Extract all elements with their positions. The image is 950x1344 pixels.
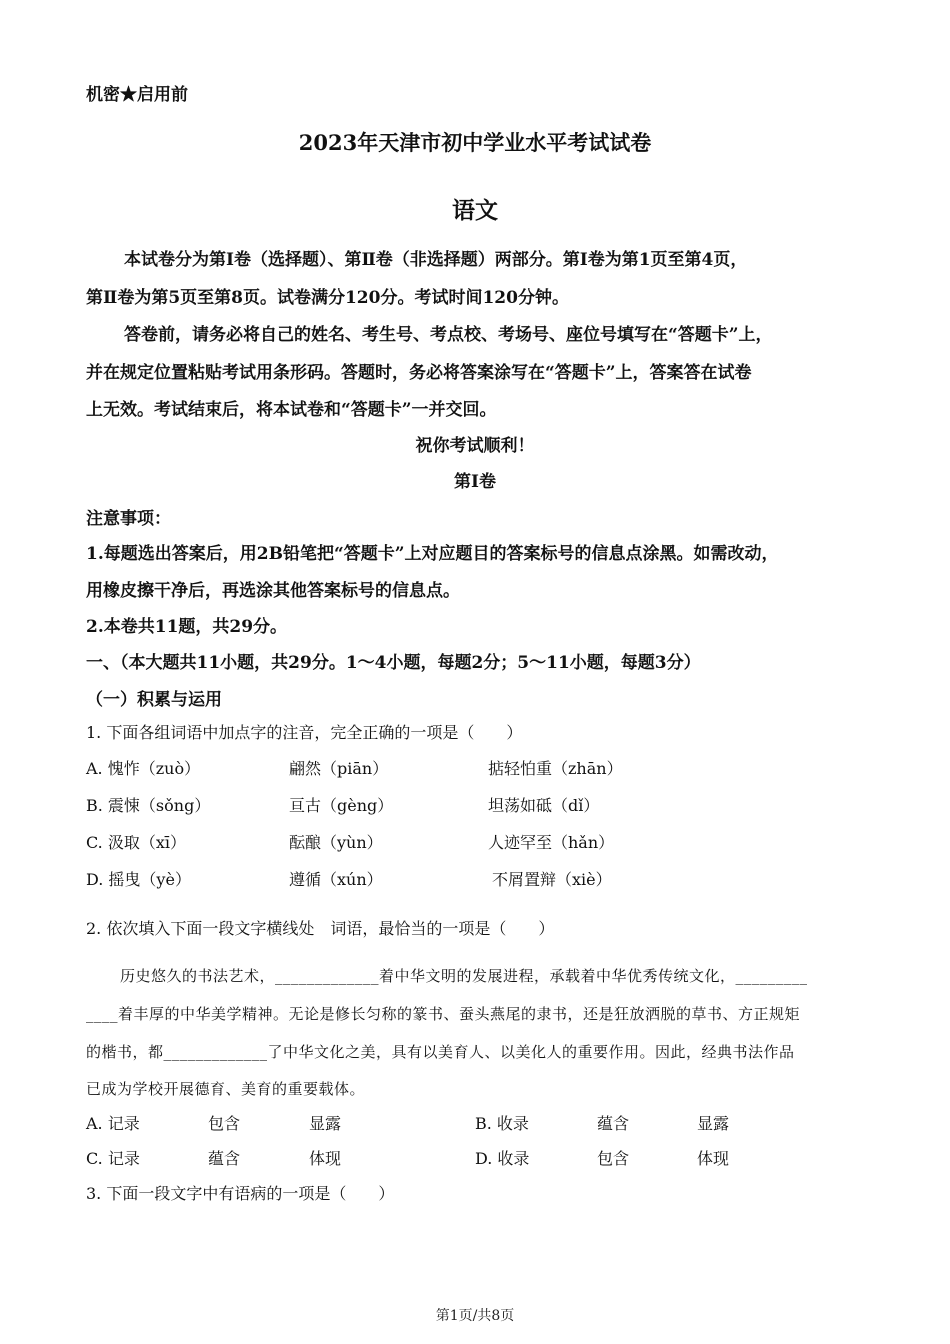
notes-heading: 注意事项： xyxy=(86,509,171,529)
subject-title: 语文 xyxy=(452,197,498,224)
q1-option-d-3: 不屑置辩（xiè） xyxy=(492,870,612,889)
passage-line: ____着丰厚的中华美学精神。无论是修长匀称的篆书、蚕头燕尾的隶书，还是狂放洒脱的草书、方正规矩 xyxy=(86,1005,801,1023)
q2-option-a-word2: 包含 xyxy=(208,1114,241,1133)
passage-line: 历史悠久的书法艺术，_____________着中华文明的发展进程，承载着中华优秀传统文化，_________ xyxy=(120,967,808,985)
question-stem: 1. 下面各组词语中加点字的注音，完全正确的一项是（ ） xyxy=(86,723,523,742)
q1-option-a-2: 翩然（piān） xyxy=(289,759,389,778)
q2-option-d-word2: 包含 xyxy=(597,1149,630,1168)
intro-line: 第Ⅱ卷为第5页至第8页。试卷满分120分。考试时间120分钟。 xyxy=(86,288,569,308)
passage-line: 的楷书，都_____________了中华文化之美，具有以美育人、以美化人的重要作用。因此，经典书法作品 xyxy=(86,1043,795,1061)
q2-option-c-label: C. 记录 xyxy=(86,1149,140,1168)
subsection-heading: （一）积累与运用 xyxy=(86,690,222,710)
q1-option-d-2: 遵循（xún） xyxy=(289,870,383,889)
note-line: 2.本卷共11题，共29分。 xyxy=(86,617,288,637)
question-stem: 3. 下面一段文字中有语病的一项是（ ） xyxy=(86,1184,395,1203)
q2-option-b-word3: 显露 xyxy=(697,1114,730,1133)
q2-option-b-label: B. 收录 xyxy=(475,1114,529,1133)
q2-option-c-word3: 体现 xyxy=(309,1149,342,1168)
page-footer: 第1页/共8页 xyxy=(435,1308,515,1324)
exam-title: 2023年天津市初中学业水平考试试卷 xyxy=(298,130,652,155)
section-heading: 一、（本大题共11小题，共29分。1～4小题，每题2分；5～11小题，每题3分） xyxy=(86,653,701,673)
q2-option-b-word2: 蕴含 xyxy=(597,1114,630,1133)
q1-option-c-1: C. 汲取（xī） xyxy=(86,833,186,852)
q1-option-c-3: 人迹罕至（hǎn） xyxy=(488,833,615,852)
q1-option-b-3: 坦荡如砥（dǐ） xyxy=(488,796,600,815)
q1-option-c-2: 酝酿（yùn） xyxy=(289,833,383,852)
blessing-text: 祝你考试顺利！ xyxy=(415,436,535,456)
q1-option-d-1: D. 摇曳（yè） xyxy=(86,870,191,889)
q2-option-c-word2: 蕴含 xyxy=(208,1149,241,1168)
note-line: 1.每题选出答案后，用2B铅笔把“答题卡”上对应题目的答案标号的信息点涂黑。如需改动， xyxy=(86,544,779,564)
q1-option-a-3: 掂轻怕重（zhān） xyxy=(488,759,623,778)
q1-option-b-1: B. 震悚（sǒng） xyxy=(86,796,211,815)
intro-line: 本试卷分为第Ⅰ卷（选择题）、第Ⅱ卷（非选择题）两部分。第Ⅰ卷为第1页至第4页， xyxy=(124,250,748,270)
volume-label: 第Ⅰ卷 xyxy=(454,472,496,492)
q2-option-a-label: A. 记录 xyxy=(86,1114,140,1133)
note-line: 用橡皮擦干净后，再选涂其他答案标号的信息点。 xyxy=(86,581,460,601)
intro-line: 并在规定位置粘贴考试用条形码。答题时，务必将答案涂写在“答题卡”上，答案答在试卷 xyxy=(86,363,752,383)
confidential-label: 机密★启用前 xyxy=(86,85,188,105)
q2-option-d-label: D. 收录 xyxy=(475,1149,530,1168)
intro-line: 上无效。考试结束后，将本试卷和“答题卡”一并交回。 xyxy=(86,400,497,420)
question-stem: 2. 依次填入下面一段文字横线处 词语，最恰当的一项是（ ） xyxy=(86,919,555,938)
q2-option-d-word3: 体现 xyxy=(697,1149,730,1168)
passage-line: 已成为学校开展德育、美育的重要载体。 xyxy=(86,1080,366,1098)
intro-line: 答卷前，请务必将自己的姓名、考生号、考点校、考场号、座位号填写在“答题卡”上， xyxy=(124,325,773,345)
q2-option-a-word3: 显露 xyxy=(309,1114,342,1133)
q1-option-b-2: 亘古（gèng） xyxy=(289,796,394,815)
q1-option-a-1: A. 愧怍（zuò） xyxy=(86,759,201,778)
